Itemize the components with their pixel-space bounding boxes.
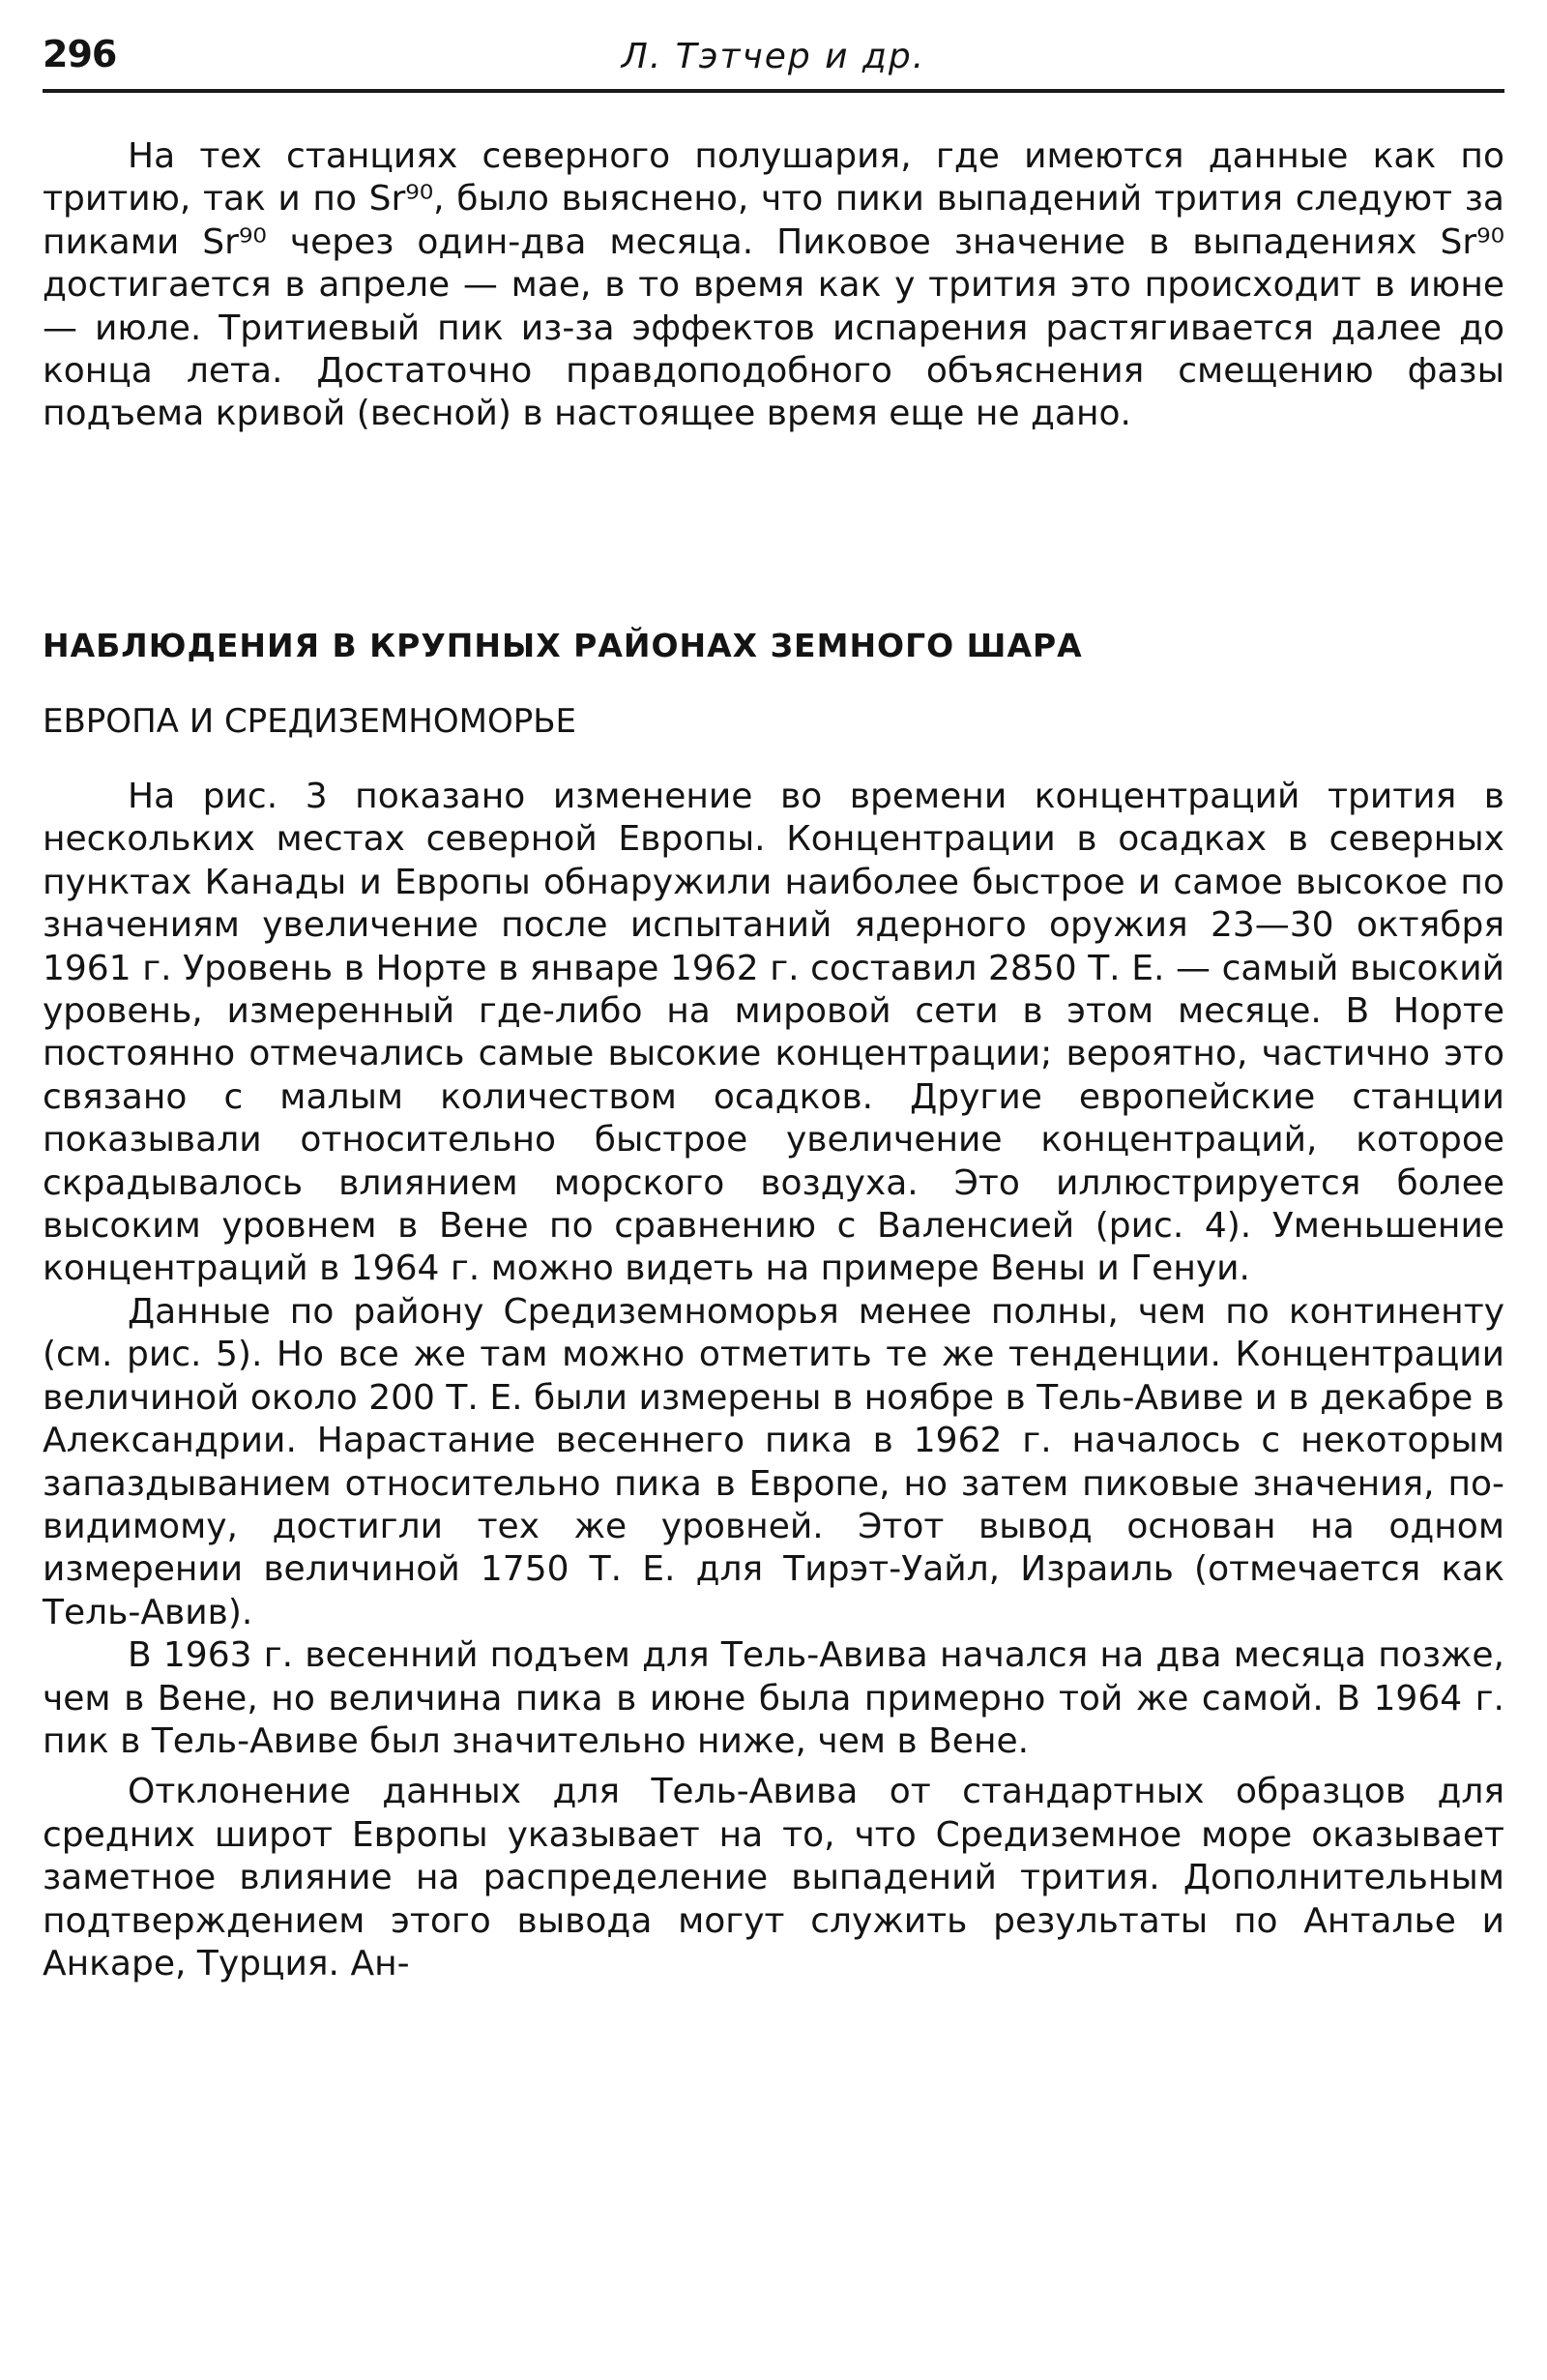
document-page (43, 27, 1504, 1983)
intro-text-block (43, 135, 1504, 436)
section-heading: НАБЛЮДЕНИЯ В КРУПНЫХ РАЙОНАХ ЗЕМНОГО ШАРА (43, 627, 1083, 664)
page-header (43, 27, 1504, 87)
section-subheading: ЕВРОПА И СРЕДИЗЕМНОМОРЬЕ (43, 702, 577, 741)
header-rule (43, 89, 1504, 93)
section-paragraph-1: На рис. 3 показано изменение во времени концентраций трития в нескольких местах северной Европы. Концентрации в осадках в северных пунктах Канады и Европы обнаружили наиболее быстрое и самое высокое по значениям увеличение после испытаний ядерного оружия 23—30 октября 1961 г. Уровень в Норте в январе 1962 г. составил 2850 Т. Е. — самый высокий уровень, измеренный где-либо на мировой сети в этом месяце. В Норте постоянно отмечались самые высокие концентрации; вероятно, частично это связано с малым количеством осадков. Другие европейские станции показывали относительно быстрое увеличение концентраций, которое скрадывалось влиянием морского воздуха. Это иллюстрируется более высоким уровнем в Вене по сравнению с Валенсией (рис. 4). Уменьшение концентраций в 1964 г. можно видеть на примере Вены и Генуи. (43, 777, 1504, 1289)
intro-paragraph: На тех станциях северного полушария, где имеются данные как по тритию, так и по Sr⁹⁰, было выяснено, что пики выпадений трития следуют за пиками Sr⁹⁰ через один-два месяца. Пиковое значение в выпадениях Sr⁹⁰ достигается в апреле — мае, в то время как у трития это происходит в июне — июле. Тритиевый пик из-за эффектов испарения растягивается далее до конца лета. Достаточно правдоподобного объяснения смещению фазы подъема кривой (весной) в настоящее время еще не дано. (43, 136, 1504, 434)
page-number: 296 (43, 33, 117, 75)
section-paragraph-3: В 1963 г. весенний подъем для Тель-Авива начался на два месяца позже, чем в Вене, но величина пика в июне была примерно той же самой. В 1964 г. пик в Тель-Авиве был значительно ниже, чем в Вене. (43, 1635, 1504, 1761)
section-paragraph-4: Отклонение данных для Тель-Авива от стандартных образцов для средних широт Европы указывает на то, что Средиземное море оказывает заметное влияние на распределение выпадений трития. Дополнительным подтверждением этого вывода могут служить результаты по Анталье и Анкаре, Турция. Ан- (43, 1772, 1504, 1983)
running-head: Л. Тэтчер и др. (621, 37, 926, 76)
section-paragraph-2: Данные по району Средиземноморья менее полны, чем по континенту (см. рис. 5). Но все же там можно отметить те же тенденции. Концентрации величиной около 200 Т. Е. были измерены в ноябре в Тель-Авиве и в декабре в Александрии. Нарастание весеннего пика в 1962 г. началось с некоторым запаздыванием относительно пика в Европе, но затем пиковые значения, по-видимому, достигли тех же уровней. Этот вывод основан на одном измерении величиной 1750 Т. Е. для Тирэт-Уайл, Израиль (отмечается как Тель-Авив). (43, 1291, 1504, 1632)
section-text-block (43, 776, 1504, 1985)
paragraph-gap (43, 1763, 1504, 1771)
